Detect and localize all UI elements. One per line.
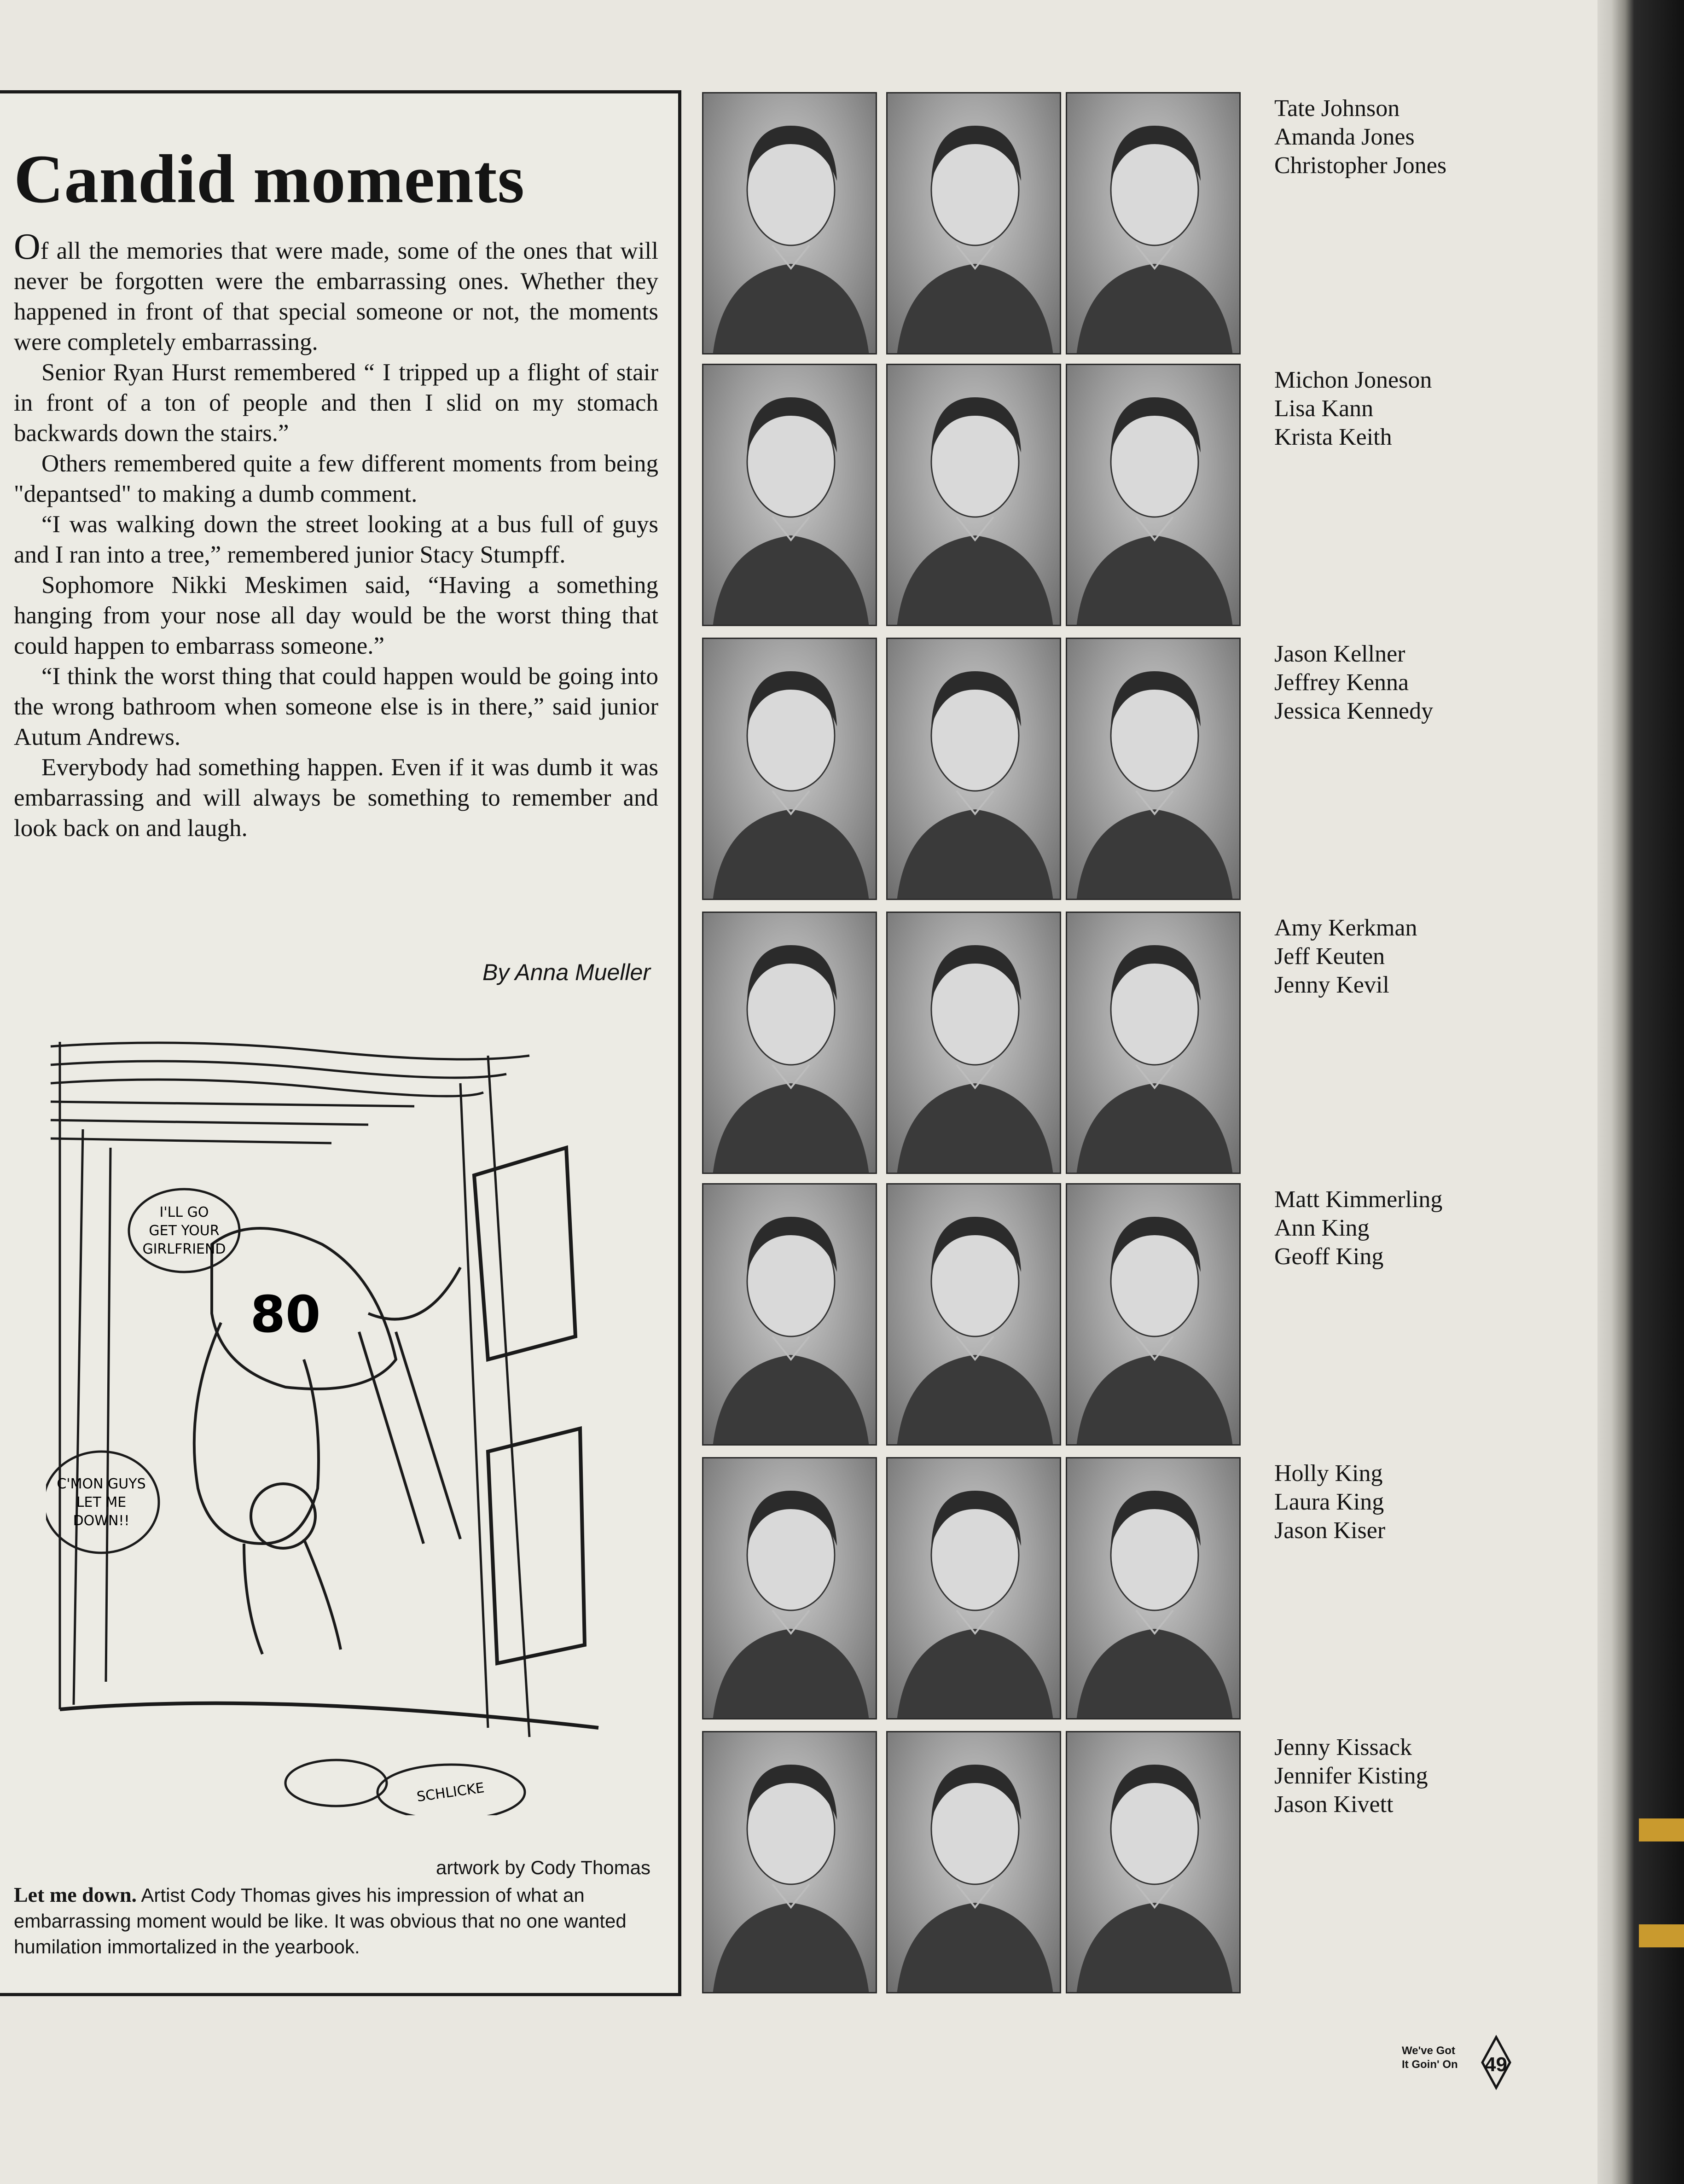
student-portrait: [886, 638, 1061, 900]
name-group: [1274, 366, 1432, 452]
student-name: Holly King: [1274, 1460, 1383, 1487]
student-name: Ann King: [1274, 1215, 1370, 1241]
student-name: Jason Kellner: [1274, 641, 1405, 667]
student-name: Laura King: [1274, 1489, 1384, 1515]
student-name: Jeffrey Kenna: [1274, 669, 1409, 696]
name-group: [1274, 94, 1446, 180]
student-name: Amanda Jones: [1274, 124, 1415, 150]
paragraph-4: “I was walking down the street looking at a bus full of guys and I ran into a tree,” remembered junior Stacy Stumpff.: [14, 511, 658, 568]
artwork-credit: artwork by Cody Thomas: [436, 1857, 650, 1878]
student-name: Jenny Kissack: [1274, 1734, 1412, 1760]
student-portrait: [886, 1457, 1061, 1719]
speech-bubble-2-line-3: DOWN!!: [73, 1513, 130, 1529]
caption: [14, 1882, 668, 1960]
student-portrait: [702, 364, 877, 626]
byline: By Anna Mueller: [482, 959, 650, 985]
name-group: [1274, 1459, 1385, 1545]
binding-edge: [1597, 0, 1684, 2184]
paragraph-3: Others remembered quite a few different moments from being "depantsed" to making a dumb comment.: [14, 450, 658, 507]
student-name: Jenny Kevil: [1274, 972, 1389, 998]
name-group: [1274, 640, 1433, 726]
student-name: Geoff King: [1274, 1243, 1384, 1270]
student-portrait: [1066, 1183, 1241, 1446]
student-portrait: [702, 1457, 877, 1719]
article-box: [0, 90, 681, 1996]
student-portrait: [886, 1183, 1061, 1446]
article-title: Candid moments: [14, 141, 525, 217]
name-group: [1274, 914, 1417, 999]
student-name: Jessica Kennedy: [1274, 698, 1434, 724]
page-number: 49: [1485, 2053, 1507, 2076]
student-portrait: [1066, 638, 1241, 900]
student-portrait: [1066, 1457, 1241, 1719]
student-name: Tate Johnson: [1274, 95, 1400, 122]
student-portrait: [702, 1731, 877, 1993]
student-portrait: [1066, 1731, 1241, 1993]
student-name: Matt Kimmerling: [1274, 1186, 1443, 1213]
student-name: Jason Kivett: [1274, 1791, 1394, 1818]
floor-sign-text: SCHLICKE: [416, 1779, 486, 1806]
speech-bubble-1-line-1: I'LL GO: [159, 1204, 209, 1220]
student-portrait: [702, 912, 877, 1174]
student-portrait: [1066, 92, 1241, 354]
paragraph-2: Senior Ryan Hurst remembered “ I tripped up a flight of stair in front of a ton of people and then I slid on my stomach backwards down the stairs.”: [14, 359, 658, 447]
paragraph-5: Sophomore Nikki Meskimen said, “Having a something hanging from your nose all day would be the worst thing that could happen to embarrass someone.”: [14, 572, 658, 659]
student-name: Krista Keith: [1274, 424, 1392, 450]
name-group: [1274, 1733, 1428, 1819]
caption-text: Artist Cody Thomas gives his impression of what an embarrassing moment would be like. It was obvious that no one wanted humilation immortalized in the yearbook.: [14, 1884, 627, 1957]
footer-slogan: We've Got It Goin' On: [1402, 2045, 1458, 2071]
drop-cap: O: [14, 227, 41, 267]
student-name: Jason Kiser: [1274, 1517, 1386, 1544]
paragraph-6: “I think the worst thing that could happen would be going into the wrong bathroom when someone else is in there,” said junior Autum Andrews.: [14, 663, 658, 750]
paragraph-1: Of all the memories that were made, some of the ones that will never be forgotten were the embarrassing ones. Whether they happened in front of that special someone or not, the moments were completely embarrassing.: [14, 227, 658, 355]
student-portrait: [702, 92, 877, 354]
student-portrait: [886, 92, 1061, 354]
article-body: [14, 227, 658, 843]
speech-bubble-1-line-2: GET YOUR: [149, 1223, 220, 1239]
edge-tab-upper: [1639, 1818, 1684, 1841]
student-portrait: [1066, 912, 1241, 1174]
name-group: [1274, 1185, 1442, 1271]
student-name: Christopher Jones: [1274, 152, 1447, 179]
caption-lead: Let me down.: [14, 1883, 137, 1906]
speech-bubble-2-line-2: LET ME: [76, 1494, 127, 1510]
cartoon-illustration: [46, 1037, 645, 1815]
student-name: Lisa Kann: [1274, 395, 1374, 422]
jersey-number: 80: [250, 1285, 321, 1344]
speech-bubble-2-line-1: C'MON GUYS: [57, 1476, 146, 1492]
student-name: Amy Kerkman: [1274, 915, 1417, 941]
student-portrait: [1066, 364, 1241, 626]
speech-bubble-1-line-3: GIRLFRIEND: [142, 1241, 226, 1257]
student-name: Jennifer Kisting: [1274, 1763, 1428, 1789]
student-portrait: [886, 1731, 1061, 1993]
student-portrait: [886, 364, 1061, 626]
student-name: Michon Joneson: [1274, 367, 1432, 393]
student-name: Jeff Keuten: [1274, 943, 1385, 970]
student-portrait: [702, 1183, 877, 1446]
student-portrait: [886, 912, 1061, 1174]
student-portrait: [702, 638, 877, 900]
edge-tab-lower: [1639, 1924, 1684, 1947]
paragraph-7: Everybody had something happen. Even if it was dumb it was embarrassing and will always be something to remember and look back on and laugh.: [14, 754, 658, 842]
